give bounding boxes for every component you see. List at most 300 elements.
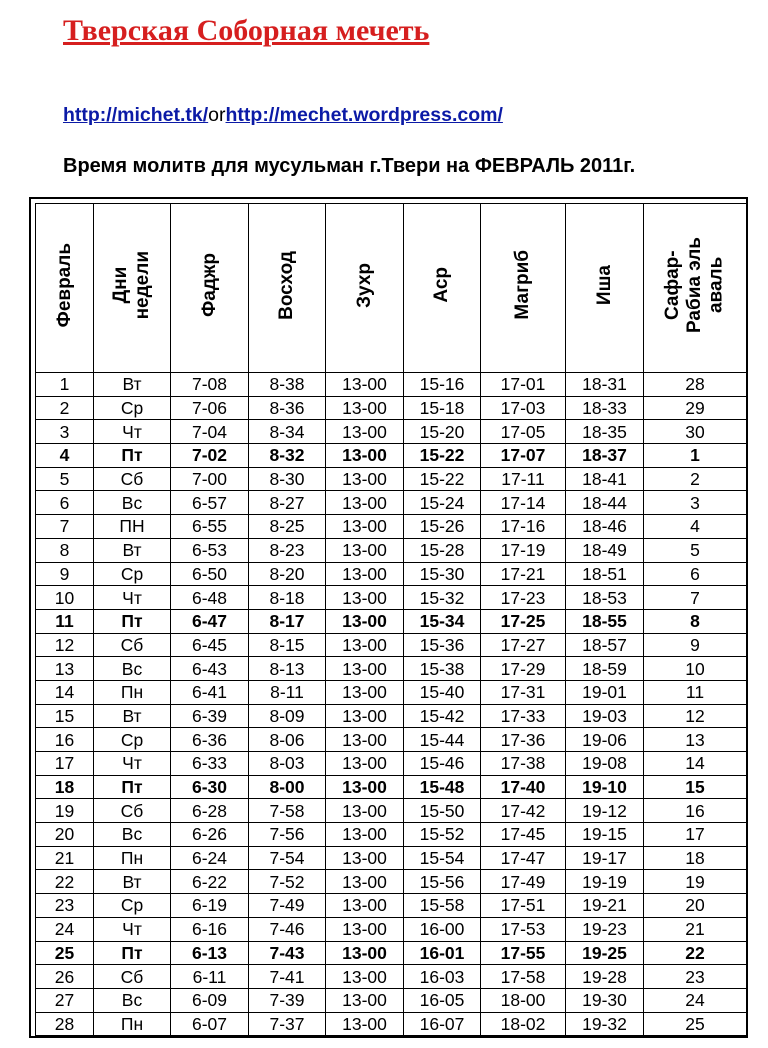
- fajr-cell: 6-55: [171, 515, 249, 539]
- maghrib-cell: 17-40: [481, 775, 566, 799]
- asr-cell: 15-24: [404, 491, 481, 515]
- header-fajr: [171, 204, 249, 373]
- hijri-cell: 23: [644, 965, 747, 989]
- table-row: [36, 373, 747, 397]
- day-cell: 23: [36, 894, 94, 918]
- hijri-cell: 13: [644, 728, 747, 752]
- isha-cell: 18-46: [566, 515, 644, 539]
- zuhr-cell: 13-00: [326, 562, 404, 586]
- isha-cell: 19-08: [566, 752, 644, 776]
- maghrib-cell: 17-03: [481, 396, 566, 420]
- maghrib-cell: 18-00: [481, 988, 566, 1012]
- hijri-cell: 2: [644, 467, 747, 491]
- asr-cell: 15-38: [404, 657, 481, 681]
- isha-cell: 19-12: [566, 799, 644, 823]
- asr-cell: 15-16: [404, 373, 481, 397]
- weekday-cell: Чт: [94, 420, 171, 444]
- hijri-cell: 16: [644, 799, 747, 823]
- header-line: Восход: [276, 250, 298, 320]
- asr-cell: 15-26: [404, 515, 481, 539]
- zuhr-cell: 13-00: [326, 609, 404, 633]
- fajr-cell: 6-07: [171, 1012, 249, 1036]
- hijri-cell: 7: [644, 586, 747, 610]
- day-cell: 10: [36, 586, 94, 610]
- schedule-subtitle: Время молитв для мусульман г.Твери на ФЕВРАЛЬ 2011г.: [63, 155, 636, 177]
- sunrise-cell: 8-30: [249, 467, 326, 491]
- isha-cell: 19-17: [566, 846, 644, 870]
- table-row: [36, 917, 747, 941]
- maghrib-cell: 17-45: [481, 823, 566, 847]
- isha-cell: 18-55: [566, 609, 644, 633]
- zuhr-cell: 13-00: [326, 917, 404, 941]
- asr-cell: 15-22: [404, 444, 481, 468]
- table-row: [36, 444, 747, 468]
- header-maghrib: [481, 204, 566, 373]
- fajr-cell: 6-36: [171, 728, 249, 752]
- zuhr-cell: 13-00: [326, 373, 404, 397]
- weekday-cell: Вс: [94, 491, 171, 515]
- sunrise-cell: 7-49: [249, 894, 326, 918]
- day-cell: 9: [36, 562, 94, 586]
- header-line: Зухр: [353, 262, 375, 308]
- asr-cell: 15-32: [404, 586, 481, 610]
- maghrib-cell: 17-05: [481, 420, 566, 444]
- isha-cell: 19-23: [566, 917, 644, 941]
- isha-cell: 18-44: [566, 491, 644, 515]
- maghrib-cell: 17-33: [481, 704, 566, 728]
- isha-cell: 19-06: [566, 728, 644, 752]
- asr-cell: 15-56: [404, 870, 481, 894]
- day-cell: 5: [36, 467, 94, 491]
- weekday-cell: Сб: [94, 633, 171, 657]
- sunrise-cell: 8-34: [249, 420, 326, 444]
- header-february: [36, 204, 94, 373]
- table-row: [36, 870, 747, 894]
- sunrise-cell: 7-56: [249, 823, 326, 847]
- weekday-cell: Вс: [94, 657, 171, 681]
- fajr-cell: 6-11: [171, 965, 249, 989]
- day-cell: 3: [36, 420, 94, 444]
- weekday-cell: Вт: [94, 373, 171, 397]
- table-row: [36, 941, 747, 965]
- fajr-cell: 6-13: [171, 941, 249, 965]
- header-isha: [566, 204, 644, 373]
- table-row: [36, 988, 747, 1012]
- zuhr-cell: 13-00: [326, 444, 404, 468]
- table-row: [36, 704, 747, 728]
- maghrib-cell: 18-02: [481, 1012, 566, 1036]
- maghrib-cell: 17-42: [481, 799, 566, 823]
- zuhr-cell: 13-00: [326, 420, 404, 444]
- maghrib-cell: 17-23: [481, 586, 566, 610]
- zuhr-cell: 13-00: [326, 846, 404, 870]
- hijri-cell: 30: [644, 420, 747, 444]
- sunrise-cell: 8-20: [249, 562, 326, 586]
- hijri-cell: 4: [644, 515, 747, 539]
- weekday-cell: Ср: [94, 894, 171, 918]
- zuhr-cell: 13-00: [326, 657, 404, 681]
- weekday-cell: Пн: [94, 1012, 171, 1036]
- maghrib-cell: 17-07: [481, 444, 566, 468]
- header-line: Февраль: [53, 242, 75, 328]
- fajr-cell: 7-04: [171, 420, 249, 444]
- isha-cell: 18-59: [566, 657, 644, 681]
- fajr-cell: 6-45: [171, 633, 249, 657]
- fajr-cell: 6-30: [171, 775, 249, 799]
- header-sunrise-label: [276, 251, 298, 320]
- fajr-cell: 6-48: [171, 586, 249, 610]
- sunrise-cell: 7-39: [249, 988, 326, 1012]
- day-cell: 27: [36, 988, 94, 1012]
- link-michet[interactable]: http://michet.tk/: [63, 104, 209, 126]
- weekday-cell: Пт: [94, 941, 171, 965]
- header-row: [36, 204, 747, 373]
- hijri-cell: 3: [644, 491, 747, 515]
- isha-cell: 18-51: [566, 562, 644, 586]
- header-asr-label: [431, 267, 453, 303]
- table-row: [36, 562, 747, 586]
- header-fajr-label: [199, 253, 221, 317]
- header-isha-label: [594, 265, 616, 305]
- day-cell: 16: [36, 728, 94, 752]
- prayer-times-table: [35, 203, 747, 1036]
- sunrise-cell: 8-11: [249, 680, 326, 704]
- hijri-cell: 10: [644, 657, 747, 681]
- hijri-cell: 19: [644, 870, 747, 894]
- links-separator: or: [208, 104, 226, 126]
- zuhr-cell: 13-00: [326, 941, 404, 965]
- asr-cell: 16-01: [404, 941, 481, 965]
- fajr-cell: 7-08: [171, 373, 249, 397]
- header-zuhr: [326, 204, 404, 373]
- day-cell: 28: [36, 1012, 94, 1036]
- fajr-cell: 6-53: [171, 538, 249, 562]
- maghrib-cell: 17-51: [481, 894, 566, 918]
- sunrise-cell: 7-43: [249, 941, 326, 965]
- day-cell: 18: [36, 775, 94, 799]
- sunrise-cell: 8-25: [249, 515, 326, 539]
- hijri-cell: 28: [644, 373, 747, 397]
- header-line: Аср: [431, 267, 453, 303]
- maghrib-cell: 17-14: [481, 491, 566, 515]
- day-cell: 2: [36, 396, 94, 420]
- table-row: [36, 728, 747, 752]
- isha-cell: 19-19: [566, 870, 644, 894]
- sunrise-cell: 8-32: [249, 444, 326, 468]
- zuhr-cell: 13-00: [326, 728, 404, 752]
- weekday-cell: Вт: [94, 704, 171, 728]
- day-cell: 17: [36, 752, 94, 776]
- zuhr-cell: 13-00: [326, 775, 404, 799]
- table-row: [36, 657, 747, 681]
- table-row: [36, 538, 747, 562]
- asr-cell: 15-54: [404, 846, 481, 870]
- asr-cell: 16-07: [404, 1012, 481, 1036]
- zuhr-cell: 13-00: [326, 823, 404, 847]
- fajr-cell: 6-57: [171, 491, 249, 515]
- header-february-label: [54, 243, 76, 327]
- hijri-cell: 18: [644, 846, 747, 870]
- sunrise-cell: 8-09: [249, 704, 326, 728]
- header-line: Сафар-: [662, 250, 684, 320]
- asr-cell: 15-46: [404, 752, 481, 776]
- asr-cell: 15-52: [404, 823, 481, 847]
- asr-cell: 15-42: [404, 704, 481, 728]
- table-row: [36, 823, 747, 847]
- isha-cell: 18-33: [566, 396, 644, 420]
- fajr-cell: 6-39: [171, 704, 249, 728]
- hijri-cell: 21: [644, 917, 747, 941]
- asr-cell: 16-05: [404, 988, 481, 1012]
- asr-cell: 15-58: [404, 894, 481, 918]
- sunrise-cell: 8-00: [249, 775, 326, 799]
- header-line: Магриб: [512, 250, 534, 320]
- weekday-cell: Пн: [94, 846, 171, 870]
- sunrise-cell: 8-36: [249, 396, 326, 420]
- table-row: [36, 752, 747, 776]
- header-line: недели: [132, 250, 153, 320]
- weekday-cell: Сб: [94, 965, 171, 989]
- table-row: [36, 846, 747, 870]
- sunrise-cell: 7-41: [249, 965, 326, 989]
- maghrib-cell: 17-38: [481, 752, 566, 776]
- sunrise-cell: 8-27: [249, 491, 326, 515]
- zuhr-cell: 13-00: [326, 467, 404, 491]
- link-mechet-wordpress[interactable]: http://mechet.wordpress.com/: [225, 104, 503, 126]
- weekday-cell: ПН: [94, 515, 171, 539]
- maghrib-cell: 17-31: [481, 680, 566, 704]
- sunrise-cell: 7-46: [249, 917, 326, 941]
- day-cell: 15: [36, 704, 94, 728]
- sunrise-cell: 8-03: [249, 752, 326, 776]
- zuhr-cell: 13-00: [326, 491, 404, 515]
- sunrise-cell: 7-58: [249, 799, 326, 823]
- day-cell: 22: [36, 870, 94, 894]
- isha-cell: 18-35: [566, 420, 644, 444]
- header-weekday: [94, 204, 171, 373]
- day-cell: 12: [36, 633, 94, 657]
- fajr-cell: 6-09: [171, 988, 249, 1012]
- fajr-cell: 6-26: [171, 823, 249, 847]
- fajr-cell: 6-47: [171, 609, 249, 633]
- day-cell: 4: [36, 444, 94, 468]
- maghrib-cell: 17-21: [481, 562, 566, 586]
- hijri-cell: 17: [644, 823, 747, 847]
- table-row: [36, 420, 747, 444]
- table-row: [36, 467, 747, 491]
- sunrise-cell: 8-06: [249, 728, 326, 752]
- isha-cell: 19-03: [566, 704, 644, 728]
- header-hijri-date: [644, 204, 747, 373]
- maghrib-cell: 17-29: [481, 657, 566, 681]
- weekday-cell: Пн: [94, 680, 171, 704]
- isha-cell: 18-41: [566, 467, 644, 491]
- isha-cell: 19-30: [566, 988, 644, 1012]
- day-cell: 26: [36, 965, 94, 989]
- table-row: [36, 1012, 747, 1036]
- weekday-cell: Ср: [94, 562, 171, 586]
- asr-cell: 15-36: [404, 633, 481, 657]
- hijri-cell: 8: [644, 609, 747, 633]
- asr-cell: 16-03: [404, 965, 481, 989]
- sunrise-cell: 8-23: [249, 538, 326, 562]
- sunrise-cell: 7-54: [249, 846, 326, 870]
- day-cell: 1: [36, 373, 94, 397]
- table-row: [36, 491, 747, 515]
- table-row: [36, 633, 747, 657]
- hijri-cell: 15: [644, 775, 747, 799]
- sunrise-cell: 8-18: [249, 586, 326, 610]
- day-cell: 8: [36, 538, 94, 562]
- asr-cell: 15-22: [404, 467, 481, 491]
- table-body: [36, 373, 747, 1036]
- zuhr-cell: 13-00: [326, 965, 404, 989]
- fajr-cell: 6-19: [171, 894, 249, 918]
- maghrib-cell: 17-55: [481, 941, 566, 965]
- asr-cell: 16-00: [404, 917, 481, 941]
- weekday-cell: Вс: [94, 823, 171, 847]
- fajr-cell: 6-50: [171, 562, 249, 586]
- fajr-cell: 7-06: [171, 396, 249, 420]
- isha-cell: 19-15: [566, 823, 644, 847]
- links-line: [63, 104, 503, 127]
- isha-cell: 19-01: [566, 680, 644, 704]
- zuhr-cell: 13-00: [326, 752, 404, 776]
- sunrise-cell: 7-52: [249, 870, 326, 894]
- hijri-cell: 24: [644, 988, 747, 1012]
- maghrib-cell: 17-19: [481, 538, 566, 562]
- weekday-cell: Сб: [94, 467, 171, 491]
- table-row: [36, 680, 747, 704]
- weekday-cell: Вт: [94, 870, 171, 894]
- asr-cell: 15-48: [404, 775, 481, 799]
- asr-cell: 15-50: [404, 799, 481, 823]
- weekday-cell: Пт: [94, 775, 171, 799]
- maghrib-cell: 17-01: [481, 373, 566, 397]
- hijri-cell: 5: [644, 538, 747, 562]
- asr-cell: 15-20: [404, 420, 481, 444]
- maghrib-cell: 17-49: [481, 870, 566, 894]
- asr-cell: 15-28: [404, 538, 481, 562]
- table-row: [36, 894, 747, 918]
- isha-cell: 18-49: [566, 538, 644, 562]
- asr-cell: 15-30: [404, 562, 481, 586]
- day-cell: 20: [36, 823, 94, 847]
- fajr-cell: 7-02: [171, 444, 249, 468]
- isha-cell: 19-32: [566, 1012, 644, 1036]
- maghrib-cell: 17-11: [481, 467, 566, 491]
- hijri-cell: 22: [644, 941, 747, 965]
- sunrise-cell: 8-17: [249, 609, 326, 633]
- sunrise-cell: 8-15: [249, 633, 326, 657]
- fajr-cell: 6-16: [171, 917, 249, 941]
- weekday-cell: Пт: [94, 609, 171, 633]
- zuhr-cell: 13-00: [326, 396, 404, 420]
- day-cell: 7: [36, 515, 94, 539]
- fajr-cell: 6-28: [171, 799, 249, 823]
- day-cell: 6: [36, 491, 94, 515]
- zuhr-cell: 13-00: [326, 680, 404, 704]
- fajr-cell: 6-24: [171, 846, 249, 870]
- table-row: [36, 609, 747, 633]
- zuhr-cell: 13-00: [326, 1012, 404, 1036]
- maghrib-cell: 17-58: [481, 965, 566, 989]
- table-row: [36, 396, 747, 420]
- weekday-cell: Ср: [94, 396, 171, 420]
- isha-cell: 18-37: [566, 444, 644, 468]
- weekday-cell: Пт: [94, 444, 171, 468]
- zuhr-cell: 13-00: [326, 633, 404, 657]
- header-line: Иша: [593, 264, 615, 306]
- sunrise-cell: 8-38: [249, 373, 326, 397]
- hijri-cell: 6: [644, 562, 747, 586]
- table-row: [36, 586, 747, 610]
- day-cell: 21: [36, 846, 94, 870]
- hijri-cell: 20: [644, 894, 747, 918]
- zuhr-cell: 13-00: [326, 586, 404, 610]
- fajr-cell: 6-43: [171, 657, 249, 681]
- isha-cell: 18-53: [566, 586, 644, 610]
- weekday-cell: Чт: [94, 752, 171, 776]
- weekday-cell: Чт: [94, 586, 171, 610]
- isha-cell: 19-21: [566, 894, 644, 918]
- hijri-cell: 12: [644, 704, 747, 728]
- table-row: [36, 799, 747, 823]
- maghrib-cell: 17-16: [481, 515, 566, 539]
- hijri-cell: 29: [644, 396, 747, 420]
- asr-cell: 15-18: [404, 396, 481, 420]
- maghrib-cell: 17-27: [481, 633, 566, 657]
- hijri-cell: 9: [644, 633, 747, 657]
- weekday-cell: Ср: [94, 728, 171, 752]
- weekday-cell: Чт: [94, 917, 171, 941]
- header-asr: [404, 204, 481, 373]
- isha-cell: 18-57: [566, 633, 644, 657]
- zuhr-cell: 13-00: [326, 870, 404, 894]
- header-line: аваль: [705, 256, 727, 314]
- zuhr-cell: 13-00: [326, 515, 404, 539]
- table-row: [36, 965, 747, 989]
- hijri-cell: 25: [644, 1012, 747, 1036]
- weekday-cell: Вс: [94, 988, 171, 1012]
- day-cell: 24: [36, 917, 94, 941]
- day-cell: 13: [36, 657, 94, 681]
- day-cell: 11: [36, 609, 94, 633]
- isha-cell: 19-28: [566, 965, 644, 989]
- isha-cell: 19-25: [566, 941, 644, 965]
- zuhr-cell: 13-00: [326, 704, 404, 728]
- sunrise-cell: 8-13: [249, 657, 326, 681]
- fajr-cell: 7-00: [171, 467, 249, 491]
- sunrise-cell: 7-37: [249, 1012, 326, 1036]
- header-zuhr-label: [354, 263, 376, 308]
- maghrib-cell: 17-47: [481, 846, 566, 870]
- fajr-cell: 6-33: [171, 752, 249, 776]
- isha-cell: 18-31: [566, 373, 644, 397]
- zuhr-cell: 13-00: [326, 988, 404, 1012]
- zuhr-cell: 13-00: [326, 799, 404, 823]
- hijri-cell: 11: [644, 680, 747, 704]
- weekday-cell: Вт: [94, 538, 171, 562]
- hijri-cell: 1: [644, 444, 747, 468]
- header-line: Фаджр: [198, 253, 220, 317]
- fajr-cell: 6-41: [171, 680, 249, 704]
- header-weekday-label: [110, 251, 154, 319]
- zuhr-cell: 13-00: [326, 894, 404, 918]
- table-row: [36, 515, 747, 539]
- maghrib-cell: 17-36: [481, 728, 566, 752]
- weekday-cell: Сб: [94, 799, 171, 823]
